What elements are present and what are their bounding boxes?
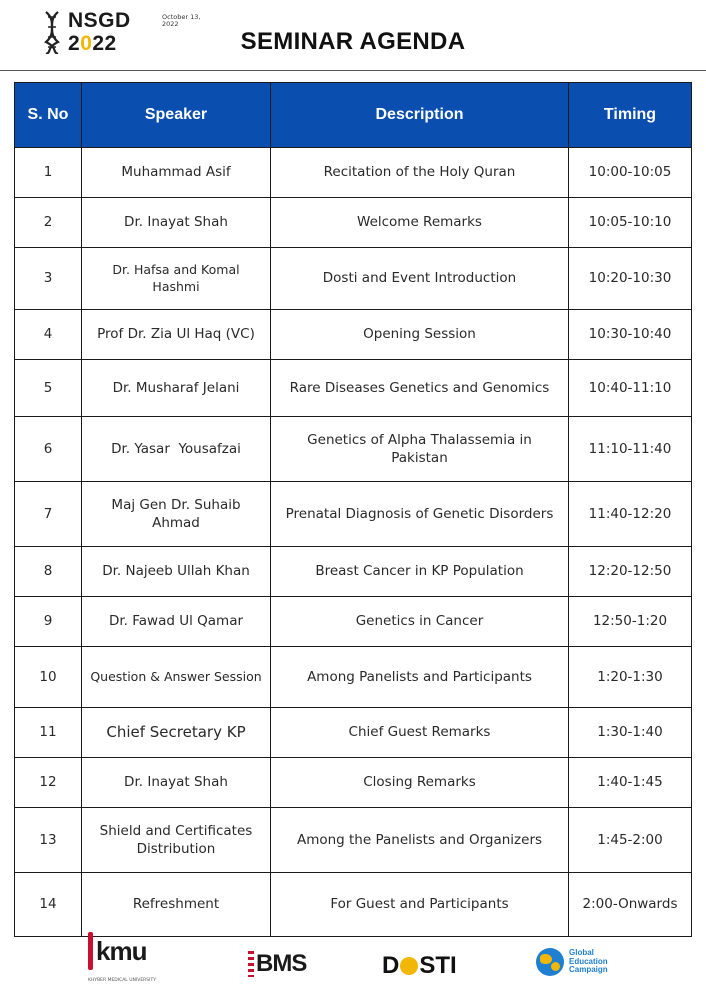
description-cell: Rare Diseases Genetics and Genomics [271,360,569,417]
description-cell: Dosti and Event Introduction [271,248,569,310]
timing-cell: 2:00-Onwards [569,873,692,937]
table-row [15,708,692,758]
speaker-cell: Prof Dr. Zia Ul Haq (VC) [82,310,271,360]
dosti-logo [382,952,457,980]
kmu-subtitle: KHYBER MEDICAL UNIVERSITY [88,978,156,983]
table-row [15,647,692,708]
timing-cell: 1:45-2:00 [569,808,692,873]
description-cell: Opening Session [271,310,569,360]
table-row [15,547,692,597]
sno-cell: 9 [15,597,82,647]
dosti-o-icon [400,957,418,975]
sno-cell: 1 [15,148,82,198]
table-row [15,482,692,547]
event-date: October 13, 2022 [162,13,201,29]
timing-cell: 10:05-10:10 [569,198,692,248]
table-row [15,360,692,417]
table-row [15,808,692,873]
speaker-cell: Dr. Inayat Shah [82,198,271,248]
table-row [15,248,692,310]
timing-cell: 10:40-11:10 [569,360,692,417]
timing-cell: 10:00-10:05 [569,148,692,198]
page-header [0,0,706,70]
description-cell: Welcome Remarks [271,198,569,248]
description-cell: Chief Guest Remarks [271,708,569,758]
sno-cell: 3 [15,248,82,310]
bms-wordmark: BMS [256,950,307,977]
speaker-cell: Dr. Fawad Ul Qamar [82,597,271,647]
timing-cell: 1:40-1:45 [569,758,692,808]
speaker-cell: Shield and Certificates Distribution [82,808,271,873]
speaker-cell: Dr. Yasar Yousafzai [82,417,271,482]
speaker-cell: Dr. Najeeb Ullah Khan [82,547,271,597]
page-title: SEMINAR AGENDA [240,28,466,55]
global-education-campaign-logo [536,948,619,976]
brand-year: 2022 [68,32,117,55]
column-header-speaker: Speaker [82,83,271,148]
description-cell: Breast Cancer in KP Population [271,547,569,597]
description-cell: Among Panelists and Participants [271,647,569,708]
table-row [15,758,692,808]
timing-cell: 12:20-12:50 [569,547,692,597]
sno-cell: 14 [15,873,82,937]
column-header-timing: Timing [569,83,692,148]
description-cell: Recitation of the Holy Quran [271,148,569,198]
table-row [15,198,692,248]
table-header-row [15,83,692,148]
speaker-cell: Refreshment [82,873,271,937]
caduceus-icon [88,932,93,970]
table-row [15,873,692,937]
table-row [15,417,692,482]
header-divider [0,70,706,71]
timing-cell: 10:30-10:40 [569,310,692,360]
timing-cell: 10:20-10:30 [569,248,692,310]
sno-cell: 10 [15,647,82,708]
speaker-cell: Muhammad Asif [82,148,271,198]
description-cell: Among the Panelists and Organizers [271,808,569,873]
timing-cell: 1:20-1:30 [569,647,692,708]
column-header-description: Description [271,83,569,148]
gec-wordmark: Global Education Campaign [569,947,608,975]
description-cell: For Guest and Participants [271,873,569,937]
sponsor-footer [0,930,706,999]
sno-cell: 12 [15,758,82,808]
table-row [15,148,692,198]
kmu-logo [88,932,156,983]
speaker-cell: Dr. Musharaf Jelani [82,360,271,417]
timing-cell: 11:10-11:40 [569,417,692,482]
speaker-cell: Maj Gen Dr. Suhaib Ahmad [82,482,271,547]
description-cell: Genetics in Cancer [271,597,569,647]
sno-cell: 5 [15,360,82,417]
kmu-wordmark: kmu [96,935,147,966]
globe-icon [536,948,564,976]
dosti-wordmark: D STI [382,952,457,979]
bms-stripes-icon [248,951,254,977]
sno-cell: 11 [15,708,82,758]
speaker-cell: Dr. Inayat Shah [82,758,271,808]
description-cell: Genetics of Alpha Thalassemia in Pakistan [271,417,569,482]
timing-cell: 12:50-1:20 [569,597,692,647]
sno-cell: 4 [15,310,82,360]
speaker-cell: Chief Secretary KP [82,708,271,758]
table-row [15,597,692,647]
description-cell: Closing Remarks [271,758,569,808]
speaker-cell: Dr. Hafsa and Komal Hashmi [82,248,271,310]
sno-cell: 6 [15,417,82,482]
column-header-sno: S. No [15,83,82,148]
sno-cell: 7 [15,482,82,547]
sno-cell: 2 [15,198,82,248]
sno-cell: 8 [15,547,82,597]
sno-cell: 13 [15,808,82,873]
speaker-cell: Question & Answer Session [82,647,271,708]
bms-logo [248,950,306,978]
brand-name: NSGD [68,9,131,32]
table-row [15,310,692,360]
timing-cell: 1:30-1:40 [569,708,692,758]
description-cell: Prenatal Diagnosis of Genetic Disorders [271,482,569,547]
timing-cell: 11:40-12:20 [569,482,692,547]
agenda-table [14,82,692,937]
